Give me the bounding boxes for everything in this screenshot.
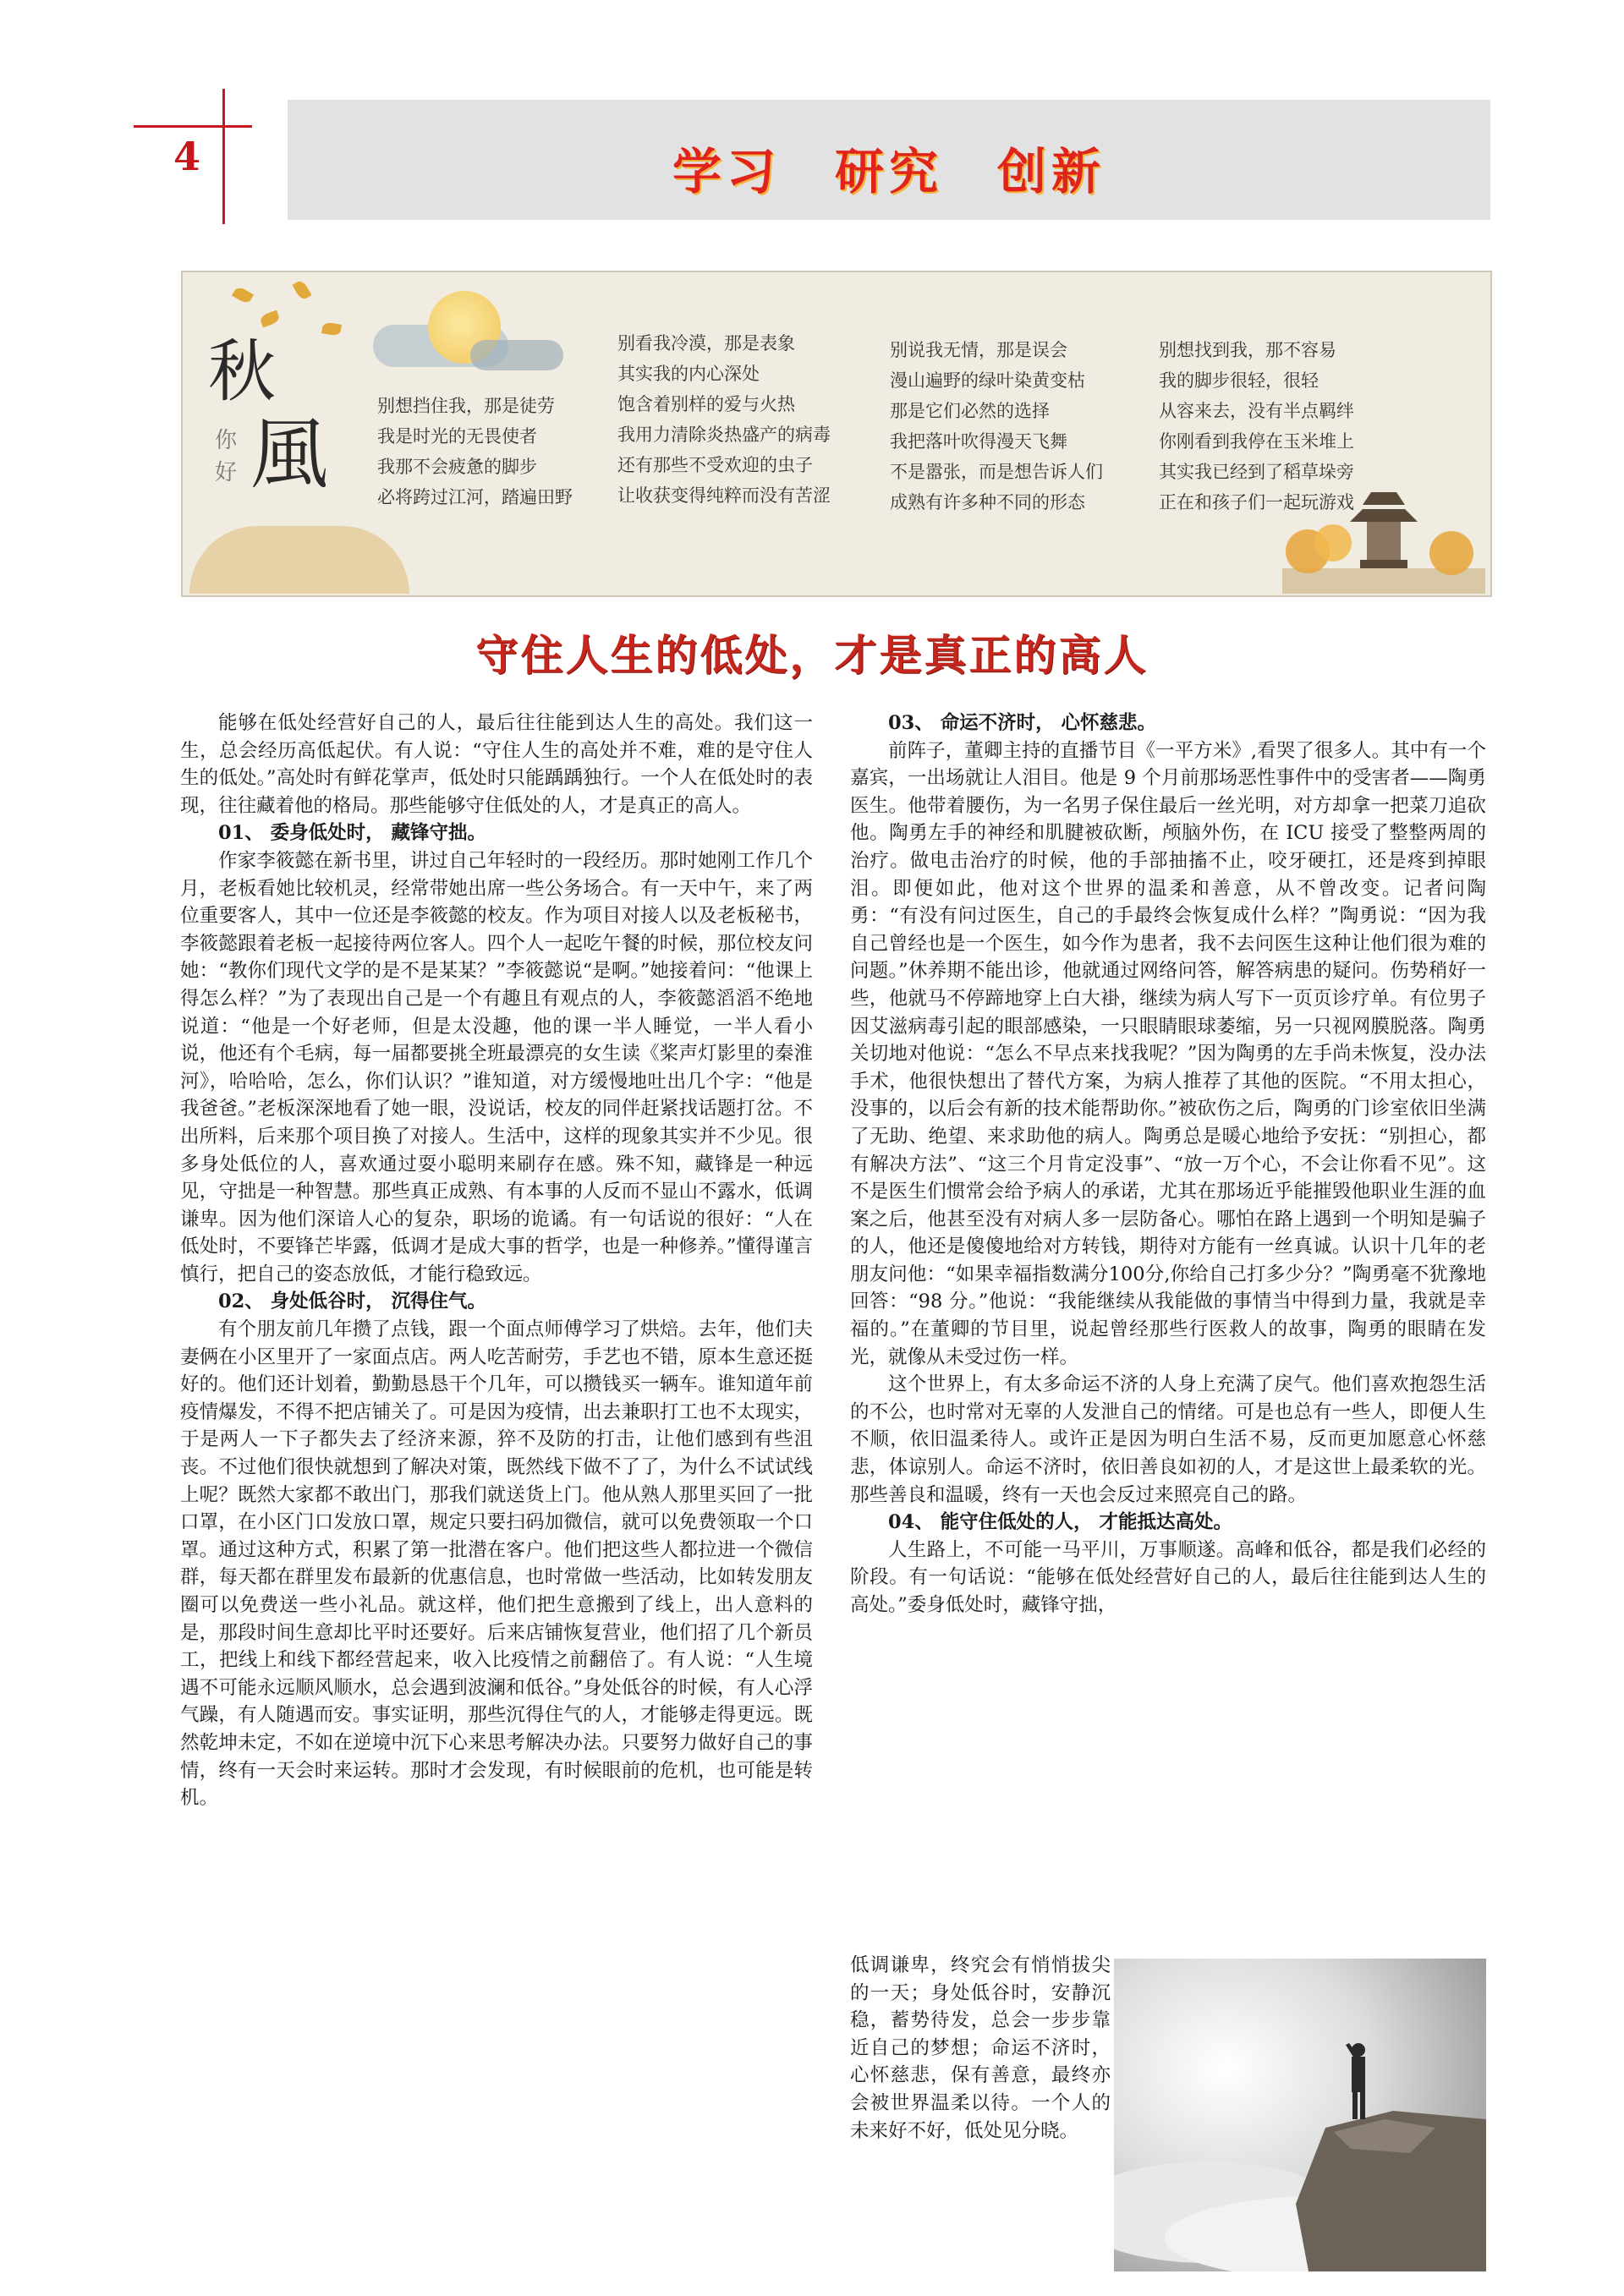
- poem-line: 其实我已经到了稻草垛旁: [1159, 462, 1354, 482]
- poem-line: 别看我冷漠，那是表象: [617, 333, 795, 353]
- cliff-photo: [1114, 1959, 1486, 2271]
- ginkgo-leaf-icon: [259, 310, 280, 328]
- paragraph: 这个世界上，有太多命运不济的人身上充满了戾气。他们喜欢抱怨生活的不公，也时常对无辜的人发泄自己的情绪。可是也总有一些人，即便人生不顺，依旧温柔待人。或许正是因为明白生活不易，反而更加愿意心怀慈悲，体谅别人。命运不济时，依旧善良如初的人，才是这世上最柔软的光。那些善良和温暖，终有一天也会反过来照亮自己的路。: [850, 1373, 1486, 1506]
- hill-decoration: [189, 526, 409, 594]
- poem-line: 必将跨过江河，踏遍田野: [377, 487, 573, 507]
- page-number: 4: [173, 134, 201, 179]
- poem-line: 别说我无情，那是误会: [890, 340, 1067, 360]
- poem-line: 饱含着别样的爱与火热: [617, 394, 795, 414]
- poem-line: 我用力清除炎热盛产的病毒: [617, 425, 831, 445]
- poem-line: 我的脚步很轻，很轻: [1159, 370, 1319, 391]
- section-heading: 02、 身处低谷时， 沉得住气。: [218, 1290, 486, 1313]
- ginkgo-leaf-icon: [292, 279, 311, 301]
- poem-line: 那是它们必然的选择: [890, 401, 1050, 421]
- article-column-1: [180, 710, 813, 1812]
- poem-stanza-3: [890, 335, 1103, 518]
- ginkgo-leaf-icon: [232, 285, 254, 304]
- poem-subtitle-char1: 你: [215, 428, 238, 453]
- poem-line: 不是嚣张，而是想告诉人们: [890, 462, 1103, 482]
- paragraph: 作家李筱懿在新书里，讲过自己年轻时的一段经历。那时她刚工作几个月，老板看她比较机灵，经常带她出席一些公务场合。有一天中午，来了两位重要客人，其中一位还是李筱懿的校友。作为项目对接人以及老板秘书，李筱懿跟着老板一起接待两位客人。四个人一起吃午餐的时候，那位校友问她：“教你们现代文学的是不是某某？”李筱懿说“是啊。”她接着问：“他课上得怎么样？”为了表现出自己是一个有趣且有观点的人，李筱懿滔滔不绝地说道：“他是一个好老师，但是太没趣，他的课一半人睡觉，一半人看小说，他还有个毛病，每一届都要挑全班最漂亮的女生读《桨声灯影里的秦淮河》，哈哈哈，怎么，你们认识？”谁知道，对方缓慢地吐出几个字：“他是我爸爸。”老板深深地看了她一眼，没说话，校友的同伴赶紧找话题打岔。不出所料，后来那个项目换了对接人。生活中，这样的现象其实并不少见。很多身处低位的人，喜欢通过耍小聪明来刷存在感。殊不知，藏锋是一种远见，守拙是一种智慧。那些真正成熟、有本事的人反而不显山不露水，低调谦卑。因为他们深谙人心的复杂，职场的诡谲。有一句话说的很好：“人在低处时，不要锋芒毕露，低调才是成大事的哲学，也是一种修养。”懂得谨言慎行，把自己的姿态放低，才能行稳致远。: [180, 849, 813, 1285]
- paragraph: 前阵子，董卿主持的直播节目《一平方米》,看哭了很多人。其中有一个嘉宾，一出场就让人泪目。他是 9 个月前那场恶性事件中的受害者——陶勇医生。他带着腰伤，为一名男子保住最后一丝光明，对方却拿一把菜刀追砍他。陶勇左手的神经和肌腱被砍断，颅脑外伤，在 ICU 接受了整整两周的治疗。做电击治疗的时候，他的手部抽搐不止，咬牙硬扛，还是疼到掉眼泪。即便如此，他对这个世界的温柔和善意，从不曾改变。记者问陶勇：“有没有问过医生，自己的手最终会恢复成什么样？”陶勇说：“因为我自己曾经也是一个医生，如今作为患者，我不去问医生这种让他们很为难的问题。”休养期不能出诊，他就通过网络问答，解答病患的疑问。伤势稍好一些，他就马不停蹄地穿上白大褂，继续为病人写下一页页诊疗单。有位男子因艾滋病毒引起的眼部感染，一只眼睛眼球萎缩，另一只视网膜脱落。陶勇关切地对他说：“怎么不早点来找我呢？”因为陶勇的左手尚未恢复，没办法手术，他很快想出了替代方案，为病人推荐了其他的医院。“不用太担心，没事的，以后会有新的技术能帮助你。”被砍伤之后，陶勇的门诊室依旧坐满了无助、绝望、来求助他的病人。陶勇总是暖心地给予安抚：“别担心，都有解决方法”、“这三个月肯定没事”、“放一万个心，不会让你看不见”。这不是医生们惯常会给予病人的承诺，尤其在那场近乎能摧毁他职业生涯的血案之后，他甚至没有对病人多一层防备心。哪怕在路上遇到一个明知是骗子的人，他还是傻傻地给对方转钱，期待对方能有一丝真诚。认识十几年的老朋友问他：“如果幸福指数满分100分,你给自己打多少分？”陶勇毫不犹豫地回答：“98 分。”他说：“我能继续从我能做的事情当中得到力量，我就是幸福的。”在董卿的节目里，说起曾经那些行医救人的故事，陶勇的眼睛在发光，就像从未受过伤一样。: [850, 739, 1486, 1368]
- section-heading: 03、 命运不济时， 心怀慈悲。: [888, 712, 1156, 734]
- article-title: 守住人生的低处，才是真正的高人: [475, 631, 1149, 680]
- corner-mark-vertical: [222, 89, 225, 224]
- paragraph: 低调谦卑，终究会有悄悄拔尖的一天；身处低谷时，安静沉稳，蓄势待发，总会一步步靠近自己的梦想；命运不济时，心怀慈悲，保有善意，最终亦会被世界温柔以待。一个人的未来好不好，低处见分晓。: [850, 1954, 1111, 2142]
- paragraph: 人生路上，不可能一马平川，万事顺遂。高峰和低谷，都是我们必经的阶段。有一句话说：“能够在低处经营好自己的人，最后往往能到达人生的高处。”委身低处时，藏锋守拙，: [850, 1538, 1486, 1616]
- poem-line: 别想找到我，那不容易: [1159, 340, 1336, 360]
- poem-line: 我那不会疲惫的脚步: [377, 457, 537, 477]
- poem-line: 我是时光的无畏使者: [377, 426, 537, 447]
- banner-slogan: 学习 研究 创新: [672, 143, 1106, 200]
- poem-subtitle-char2: 好: [215, 460, 238, 485]
- poem-line: 我把落叶吹得漫天飞舞: [890, 431, 1067, 452]
- poem-stanza-1: [377, 391, 573, 512]
- header-banner: [288, 100, 1490, 220]
- cloud-decoration: [470, 340, 563, 370]
- section-heading: 04、 能守住低处的人， 才能抵达高处。: [888, 1511, 1232, 1534]
- poem-line: 其实我的内心深处: [617, 364, 760, 384]
- poem-line: 成熟有许多种不同的形态: [890, 492, 1085, 512]
- article-column-2-tail: [850, 1952, 1111, 2145]
- ginkgo-leaf-icon: [321, 321, 342, 337]
- poem-line: 漫山遍野的绿叶染黄变枯: [890, 370, 1085, 391]
- poem-line: 你刚看到我停在玉米堆上: [1159, 431, 1354, 452]
- poem-title-char1: 秋: [208, 332, 276, 411]
- poem-line: 正在和孩子们一起玩游戏: [1159, 492, 1354, 512]
- poem-title-char2: 風: [250, 409, 329, 500]
- article-column-2: [850, 710, 1486, 1619]
- poem-stanza-2: [617, 328, 831, 511]
- poem-panel: [181, 271, 1492, 597]
- pavilion-illustration: [1282, 475, 1485, 594]
- section-heading: 01、 委身低处时， 藏锋守拙。: [218, 822, 486, 845]
- paragraph: 有个朋友前几年攒了点钱，跟一个面点师傅学习了烘焙。去年，他们夫妻俩在小区里开了一家面点店。两人吃苦耐劳，手艺也不错，原本生意还挺好的。他们还计划着，勤勤恳恳干个几年，可以攒钱买一辆车。谁知道年前疫情爆发，不得不把店铺关了。可是因为疫情，出去兼职打工也不太现实，于是两人一下子都失去了经济来源，猝不及防的打击，让他们感到有些沮丧。不过他们很快就想到了解决对策，既然线下做不了了，为什么不试试线上呢？既然大家都不敢出门，那我们就送货上门。他从熟人那里买回了一批口罩，在小区门口发放口罩，规定只要扫码加微信，就可以免费领取一个口罩。通过这种方式，积累了第一批潜在客户。他们把这些人都拉进一个微信群，每天都在群里发布最新的优惠信息，也时常做一些活动，比如转发朋友圈可以免费送一些小礼品。就这样，他们把生意搬到了线上，出人意料的是，那段时间生意却比平时还要好。后来店铺恢复营业，他们招了几个新员工，把线上和线下都经营起来，收入比疫情之前翻倍了。有人说：“人生境遇不可能永远顺风顺水，总会遇到波澜和低谷。”身处低谷的时候，有人心浮气躁，有人随遇而安。事实证明，那些沉得住气的人，才能够走得更远。既然乾坤未定，不如在逆境中沉下心来思考解决办法。只要努力做好自己的事情，终有一天会时来运转。那时才会发现，有时候眼前的危机，也可能是转机。: [180, 1318, 813, 1810]
- poem-line: 别想挡住我，那是徒劳: [377, 396, 555, 416]
- corner-mark-horizontal: [134, 125, 252, 128]
- paragraph: 能够在低处经营好自己的人，最后往往能到达人生的高处。我们这一生，总会经历高低起伏。有人说：“守住人生的高处并不难，难的是守住人生的低处。”高处时有鲜花掌声，低处时只能踽踽独行。一个人在低处时的表现，往往藏着他的格局。那些能够守住低处的人，才是真正的高人。: [180, 712, 813, 817]
- poem-line: 从容来去，没有半点羁绊: [1159, 401, 1354, 421]
- poem-line: 让收获变得纯粹而没有苦涩: [617, 485, 831, 506]
- poem-line: 还有那些不受欢迎的虫子: [617, 455, 813, 475]
